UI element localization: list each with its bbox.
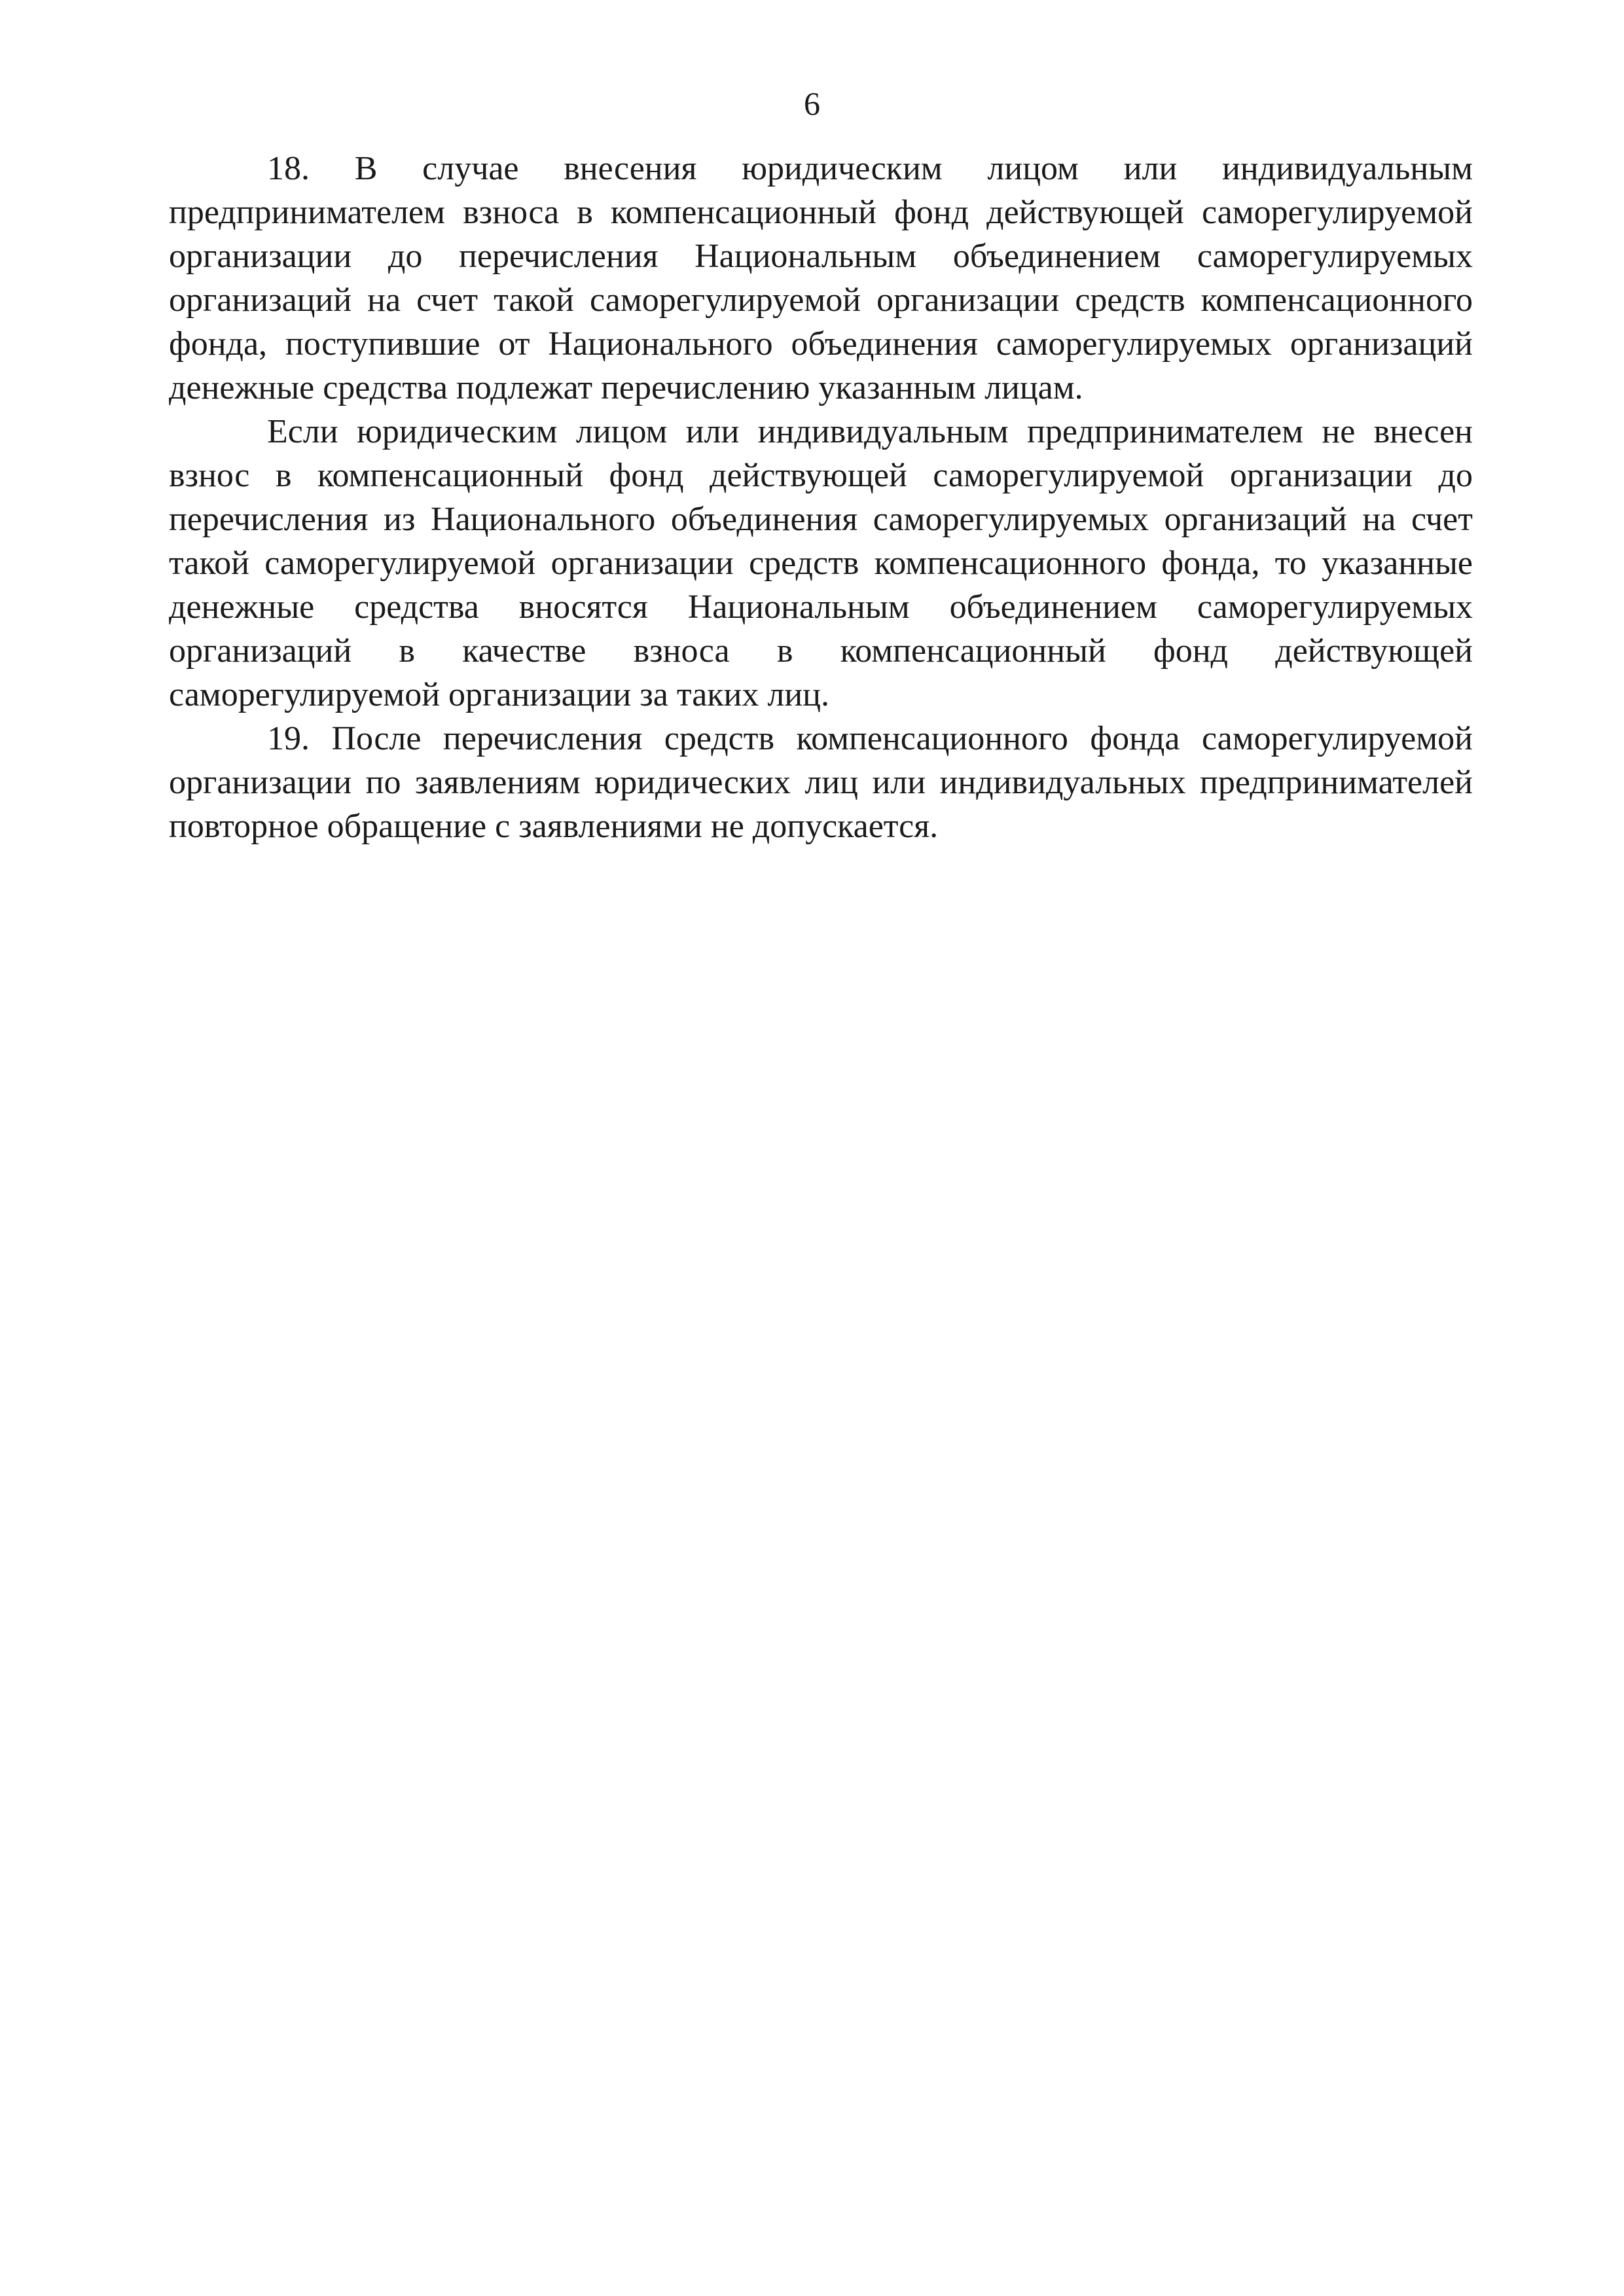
document-body (169, 147, 1473, 848)
paragraph-18-continuation: Если юридическим лицом или индивидуальным предпринимателем не внесен взнос в компенсационный фонд действующей саморегулируемой организации до перечисления из Национального объединения саморегулируемых организаций на счет такой саморегулируемой организации средств компенсационного фонда, то указанные денежные средства вносятся Национальным объединением саморегулируемых организаций в качестве взноса в компенсационный фонд действующей саморегулируемой организации за таких лиц. (169, 413, 1473, 713)
page-number: 6 (804, 85, 820, 122)
paragraph-19: 19. После перечисления средств компенсационного фонда саморегулируемой организации по заявлениям юридических лиц или индивидуальных предпринимателей повторное обращение с заявлениями не допускается. (169, 720, 1473, 845)
paragraph-18: 18. В случае внесения юридическим лицом или индивидуальным предпринимателем взноса в компенсационный фонд действующей саморегулируемой организации до перечисления Национальным объединением саморегулируемых организаций на счет такой саморегулируемой организации средств компенсационного фонда, поступившие от Национального объединения саморегулируемых организаций денежные средства подлежат перечислению указанным лицам. (169, 150, 1473, 406)
